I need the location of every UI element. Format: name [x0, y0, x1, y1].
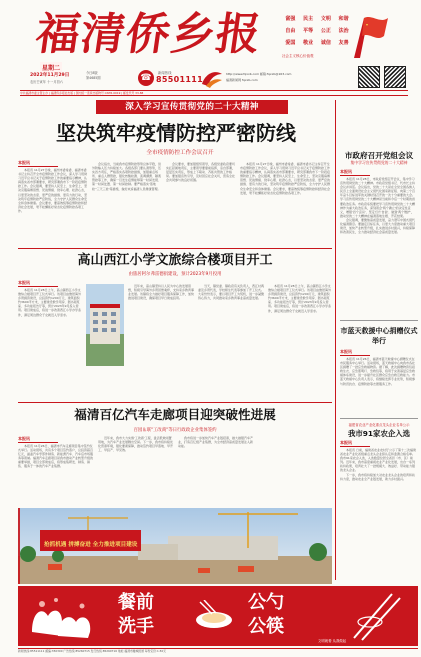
core-value-word: 富强: [285, 16, 296, 22]
masthead-title: 福清侨乡报: [32, 9, 265, 60]
footer-text: 新闻热线:85511111 邮编:350300 广告热线:85260715 发行热线:85260716 地址:福清市融城街道 每份定价:1.50元: [18, 649, 167, 653]
core-value-word: 诚信: [320, 40, 331, 46]
core-values-ad: [282, 14, 390, 62]
mid-body-2: 近年来，高山镇坚持以人民为中心的发展思想，积极引导海外乡贤回馈桑梓，支持家乡教育事业发展。该镇将全力做好项目服务保障工作，加快推进项目建设，确保项目早日建成投用。: [128, 284, 194, 301]
core-value-word: 和谐: [338, 16, 349, 22]
core-value-word: 敬业: [303, 40, 314, 46]
mid-subhead: 由旅居阿尔弗雷德捐建设，预计2023年9月投用: [128, 272, 222, 277]
core-value-word: 民主: [303, 16, 314, 22]
divider: [18, 402, 332, 403]
dish-illustration: [194, 600, 234, 630]
side3-label: 本报讯: [340, 440, 370, 447]
side2-body-box: [340, 357, 416, 415]
psa-footnote: 文明就餐 从我做起: [318, 639, 347, 643]
lead-body: 本报讯 11月27日晚，福州市委常委、福清市委书记主持召开全市疫情防控工作会议，深入学习贯彻习近平总书记关于疫情防控工作的重要指示精神，认真落实省市部署要求，研究部署我市下一阶段疫情防控工作。会议强调，要坚持人民至上、生命至上，坚决克服麻痹思想、厌战情绪、侥幸心理、松劲心态，以更坚决的态度、更严密的措施、更有力的行动，坚决筑牢疫情防控严密防线，全力守护人民群众生命安全和身体健康。会议要求，要高效统筹疫情防控和经济社会发展，毫不松懈抓好常态化疫情防控各项工作。: [18, 168, 88, 213]
core-values-caption: 社会主义核心价值观: [282, 54, 314, 58]
bottom-body-col2: [98, 436, 174, 504]
qr-code-icon: [358, 66, 380, 88]
flag-illustration: [352, 14, 390, 62]
lead-body-col1: [18, 168, 88, 244]
photo-banner-sign: [40, 530, 141, 551]
side3-body-box: [340, 448, 416, 544]
psa-line2a: 洗手: [118, 616, 154, 637]
issue-pages: 今日8版: [86, 71, 98, 75]
column-divider: [335, 100, 336, 580]
footer: [18, 648, 418, 654]
side1-body-box: [340, 177, 416, 317]
mid-body: 本报讯 11月28日上午，高山镇西江小学文旅综合楼项目开工仪式举行。该项目由旅居海外乡贤捐资建设，总投资约1200万元，建筑面积约3600平方米，主要建设教学用房、图书阅览室、多功能报告厅等，预计2023年9月投入使用。项目建成后，将进一步改善西江小学办学条件，满足周边群众子女就近入学需求。: [18, 288, 82, 317]
mid-body-4: 本报讯 11月28日上午，高山镇西江小学文旅综合楼项目开工仪式举行。该项目由旅居海外乡贤捐资建设，总投资约1200万元，建筑面积约3600平方米，主要建设教学用房、图书阅览室、多功能报告厅等，预计2023年9月投入使用。项目建成后，将进一步改善西江小学办学条件，满足周边群众子女就近入学需求。: [268, 284, 332, 313]
core-value-word: 自由: [285, 28, 296, 34]
hotline-number: 85501111: [156, 75, 203, 84]
core-value-word: 文明: [320, 16, 331, 22]
bottom-body: 本报讯 11月26日，福清市汽车走廊项目集中签约仪式举行。活动现场，共有多个项目签约落户，总投资超百亿元，涵盖汽车零部件制造、新能源汽车、汽车后市场服务等领域。福清汽车走廊项目是我市推动产业转型升级的重要举措，项目全部建成后，将形成集研发、制造、销售、服务于一体的汽车产业集群。: [18, 444, 94, 469]
lead-body-2: 会议指出，当前我市疫情防控形势总体平稳，但外防输入压力持续加大。各级各部门要认清形势，压实四方责任，严格落实各项防控措施，加强重点场所、重点人群管控，强化核酸检测、流调溯源、隔离管控等工作，确保一旦发生疫情能够第一时间发现、第一时间处置、第一时间控制。要严格落实'落地检''三天三检'等措施，做好来返福清人员健康管理。: [92, 162, 162, 191]
bottom-subhead: 百园＆联"工改商"等日行政政企业集体签约: [133, 428, 217, 433]
core-value-word: 友善: [338, 40, 349, 46]
side2-body: 本报讯 11月26日，福清市蓝天救援中心捐赠仪式在市民服务中心举行。活动现场，蓝天救援中心向我市各社区捐赠了一批应急救援物资。据了解，此次捐赠物资包括救生衣、应急照明灯、急救包等，将用于完善基层应急救援体系建设，进一步提升社区群众应急自救互救能力。市蓝天救援中心负责人表示，将继续发挥专业优势，积极参与防汛抗台、疫情防控等志愿服务工作。: [340, 357, 416, 386]
photo-banner-text: 抢抓机遇 拼搏奋进 全力推进项目建设: [44, 542, 138, 548]
side1-body-2: 会议强调，要聚焦高质量发展，奋力谱写中国式现代化福清篇章。要锚定目标任务，以更大力度推动重大项目建设，加快产业转型升级，扎实推进乡村振兴，持续保障和改善民生，全力推动经济社会高质量发展。: [340, 217, 416, 235]
school-building-illustration: [86, 284, 124, 366]
issue-weekday: 星期二: [40, 62, 62, 73]
lead-headline: 坚决筑牢疫情防控严密防线: [56, 121, 296, 145]
lead-label: 本报讯: [18, 160, 58, 167]
issue-number: 第4685期: [86, 76, 101, 80]
bottom-label: 本报讯: [18, 436, 58, 443]
side3-body-2: 下一步，我市将持续加大对农业龙头企业的培育和扶持力度，推动农业全产业链发展，助力乡村振兴。: [340, 472, 416, 481]
side3-body: 本报讯 日前，福建省农业农村厅公示了第十二次福建省农业产业化省级重点龙头企业拟认定和监测合格名单。我市91家农企入选，入选数量位居全省县（市、区）前列。近年来，我市高度重视农业产业化发展，出台一系列扶持政策，培育壮大了一批规模大、效益好、带动能力强的龙头企业。: [340, 448, 416, 473]
mid-body-col2: [128, 284, 194, 398]
qr-code-icon: [384, 66, 406, 88]
core-value-word: 公正: [320, 28, 331, 34]
web-line-1: http://www.fqxxb.com 邮箱:fqxxb@163.com: [226, 72, 292, 76]
hotline-box: [138, 68, 203, 88]
side1-label: 本报讯: [340, 169, 370, 176]
hand-wash-illustration: [22, 592, 102, 642]
psa-line2b: 公筷: [248, 616, 284, 637]
bottom-body-3: 我市将进一步加快汽车产业链招商，做大做强汽车产业，打造百亿级产业集群，为全市经济高质量发展注入新动能。: [178, 436, 254, 449]
psa-ad: [18, 586, 418, 646]
bottom-body-2: 近年来，我市大力实施'工改商'工程，盘活低效闲置用地，为汽车产业发展腾出空间。下一步，我市将持续优化营商环境，强化要素保障，推动签约项目早落地、早开工、早投产、早见效。: [98, 436, 174, 453]
side1-body: 本报讯 11月28日，市政府党组召开会议，集中学习宣传贯彻党的二十大精神。市政府党组书记、代市长主持会议并讲话。会议指出，党的二十大是在全党全国各族人民迈上全面建设社会主义现代化国家新征程、向第二个百年奋斗目标进军的关键时刻召开的一次十分重要的大会。学习宣传贯彻党的二十大精神是当前和今后一个时期的首要政治任务。市政府系统要把学习宣传贯彻党的二十大精神作为重大政治任务，深刻领会'两个确立'的决定性意义，增强'四个意识'、坚定'四个自信'、做到'两个维护'，推动党的二十大精神在福清落地生根、开花结果。: [340, 177, 416, 218]
masthead-info-bar: [20, 90, 408, 96]
lead-subhead: 全市疫情防控工作会议召开: [146, 150, 214, 156]
core-value-word: 平等: [303, 28, 314, 34]
bottom-body-col1: [18, 444, 94, 504]
construction-site-photo: [18, 508, 332, 584]
divider: [18, 248, 332, 249]
psa-line1b: 公勺: [248, 592, 284, 613]
side2-headline: [340, 326, 418, 346]
issue-date: 2022年11月29日: [30, 73, 70, 78]
mid-body-col1: [18, 288, 82, 398]
side1-headline: 市政府召开党组会议: [344, 151, 414, 160]
topic-banner-text: 深入学习宣传贯彻党的二十大精神: [125, 102, 259, 112]
mid-body-col3: [198, 284, 264, 398]
newspaper-logo-icon: [200, 68, 224, 88]
core-value-word: 法治: [338, 28, 349, 34]
hotline-label: 新闻热线: [158, 71, 172, 75]
core-values-grid: [282, 14, 352, 48]
side1-subhead: 集中学习宣传贯彻党的二十大精神: [350, 160, 408, 165]
web-info: [226, 72, 336, 82]
lead-body-col4: [240, 162, 330, 244]
psa-line1a: 餐前: [118, 592, 154, 613]
mid-body-3: 当天，镇党委、镇政府有关负责人，西江村两委及乡贤代表，学校师生代表等参加了开工仪式。大家纷纷表示，要以项目开工为契机，进一步凝聚侨心侨力，共同推动家乡教育事业高质量发展。: [198, 284, 264, 301]
bottom-body-col3: [178, 436, 254, 504]
lead-body-4: 本报讯 11月27日晚，福州市委常委、福清市委书记主持召开全市疫情防控工作会议，深入学习贯彻习近平总书记关于疫情防控工作的重要指示精神，认真落实省市部署要求，研究部署我市下一阶段疫情防控工作。会议强调，要坚持人民至上、生命至上，坚决克服麻痹思想、厌战情绪、侥幸心理、松劲心态，以更坚决的态度、更严密的措施、更有力的行动，坚决筑牢疫情防控严密防线，全力守护人民群众生命安全和身体健康。会议要求，要高效统筹疫情防控和经济社会发展，毫不松懈抓好常态化疫情防控各项工作。: [240, 162, 330, 195]
core-value-word: 爱国: [285, 40, 296, 46]
lead-body-col2: [92, 162, 162, 244]
info-bar-text: 中共福清市委主管主办 | 福清侨乡报社出版 | 国内统一连续出版物号 CN35-0019 | 邮发代号 33-88: [20, 91, 144, 95]
phone-icon: ☎: [138, 70, 154, 86]
bottom-headline: 福清百亿汽车走廊项目迎突破性进展: [74, 407, 276, 422]
masthead: [0, 0, 421, 96]
lead-body-col3: [166, 162, 236, 244]
web-line-2: 福清新闻网 fqxxb.com: [226, 78, 258, 82]
topic-banner: [96, 100, 288, 114]
issue-code-box: [86, 70, 120, 80]
side3-headline: 我市91家农企入选: [347, 429, 411, 438]
side3-kicker: 福建省农业产业化重点龙头企业名单公示: [348, 423, 410, 427]
chopsticks-icon: [348, 590, 408, 642]
mid-label: 本报讯: [18, 280, 58, 287]
issue-lunar-date: 农历壬寅年 十一月初六: [30, 80, 63, 84]
lead-body-3: 会议要求，要加强组织领导，各级党委政府要切实扛起属地责任，主要领导要靠前指挥，亲自部署，层层压实责任，形成上下联动、齐抓共管的工作格局。要加强宣传引导，及时回应社会关切，营造全社会共同参与的良好氛围。: [166, 162, 236, 183]
side2-headline-text: 市蓝天救援中心捐赠仪式举行: [340, 327, 418, 345]
mid-body-col4: [268, 284, 332, 398]
school-building-photo: [86, 284, 124, 366]
side2-label: 本报讯: [340, 349, 370, 356]
mid-headline: 高山西江小学文旅综合楼项目开工: [77, 253, 273, 268]
